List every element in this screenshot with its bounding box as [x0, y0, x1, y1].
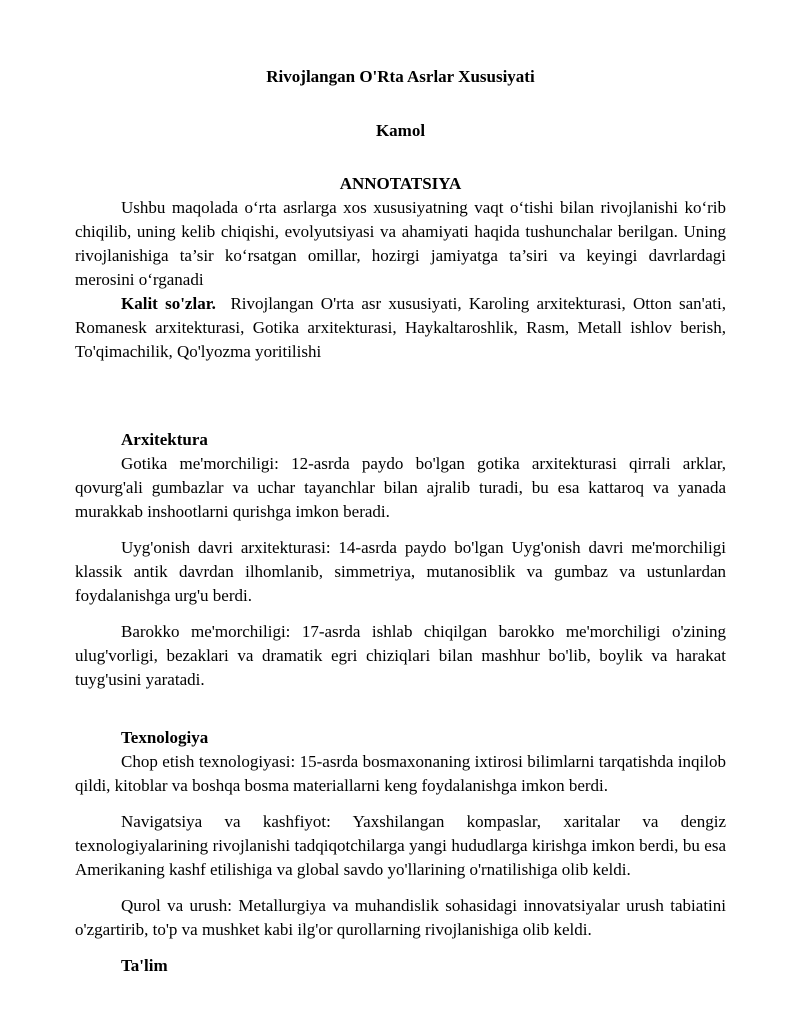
author-name: Kamol	[375, 121, 426, 140]
section-paragraph: Qurol va urush: Metallurgiya va muhandislik sohasidagi innovatsiyalar urush tabiatini o'zgartirib, to'p va mushket kabi ilg'or qurollarning rivojlanishiga olib keldi.	[75, 896, 726, 939]
section-heading-talim: Ta'lim	[121, 956, 168, 975]
annotation-text: Ushbu maqolada o‘rta asrlarga xos xususiyatning vaqt o‘tishi bilan rivojlanishi ko‘rib chiqilib, uning kelib chiqishi, evolyutsiyasi va ahamiyati haqida tushunchalar berilgan. Uning rivojlanishiga ta’sir ko‘rsatgan omillar, hozirgi jamiyatga ta’siri va keyingi davrlardagi merosini o‘rganadi	[75, 198, 726, 289]
keywords-text: Rivojlangan O'rta asr xususiyati, Karoling arxitekturasi, Otton san'ati, Romanesk arxitekturasi, Gotika arxitekturasi, Haykaltaroshlik, Rasm, Metall ishlov berish, To'qimachilik, Qo'lyozma yoritilishi	[75, 294, 726, 361]
section-paragraph: Uyg'onish davri arxitekturasi: 14-asrda paydo bo'lgan Uyg'onish davri me'morchiligi klassik antik davrdan ilhomlanib, simmetriya, mutanosiblik va gumbaz va ustunlardan foydalanishga urg'u berdi.	[75, 538, 726, 605]
annotation-heading: ANNOTATSIYA	[339, 174, 462, 193]
document-title: Rivojlangan O'Rta Asrlar Xususiyati	[266, 67, 535, 86]
section-paragraph: Gotika me'morchiligi: 12-asrda paydo bo'lgan gotika arxitekturasi qirrali arklar, qovurg'ali gumbazlar va uchar tayanchlar bilan ajralib turadi, bu esa kattaroq va yanada murakkab inshootlarni qurishga imkon beradi.	[75, 454, 726, 521]
keywords-label: Kalit so'zlar.	[121, 294, 216, 313]
section-heading-arxitektura: Arxitektura	[121, 430, 208, 449]
section-paragraph: Chop etish texnologiyasi: 15-asrda bosmaxonaning ixtirosi bilimlarni tarqatishda inqilob qildi, kitoblar va boshqa bosma materiallarni keng foydalanishga imkon berdi.	[75, 752, 726, 795]
section-paragraph: Barokko me'morchiligi: 17-asrda ishlab chiqilgan barokko me'morchiligi o'zining ulug'vorligi, bezaklari va dramatik egri chiziqlari bilan mashhur bo'lib, boylik va harakat tuyg'usini yaratadi.	[75, 622, 726, 689]
section-heading-texnologiya: Texnologiya	[121, 728, 209, 747]
keywords-paragraph	[75, 292, 726, 364]
section-paragraph: Navigatsiya va kashfiyot: Yaxshilangan kompaslar, xaritalar va dengiz texnologiyalarining rivojlanishi tadqiqotchilarga yangi hududlarga kirishga imkon berdi, bu esa Amerikaning kashf etilishiga va global savdo yo'llarining o'rnatilishiga olib keldi.	[75, 812, 726, 879]
